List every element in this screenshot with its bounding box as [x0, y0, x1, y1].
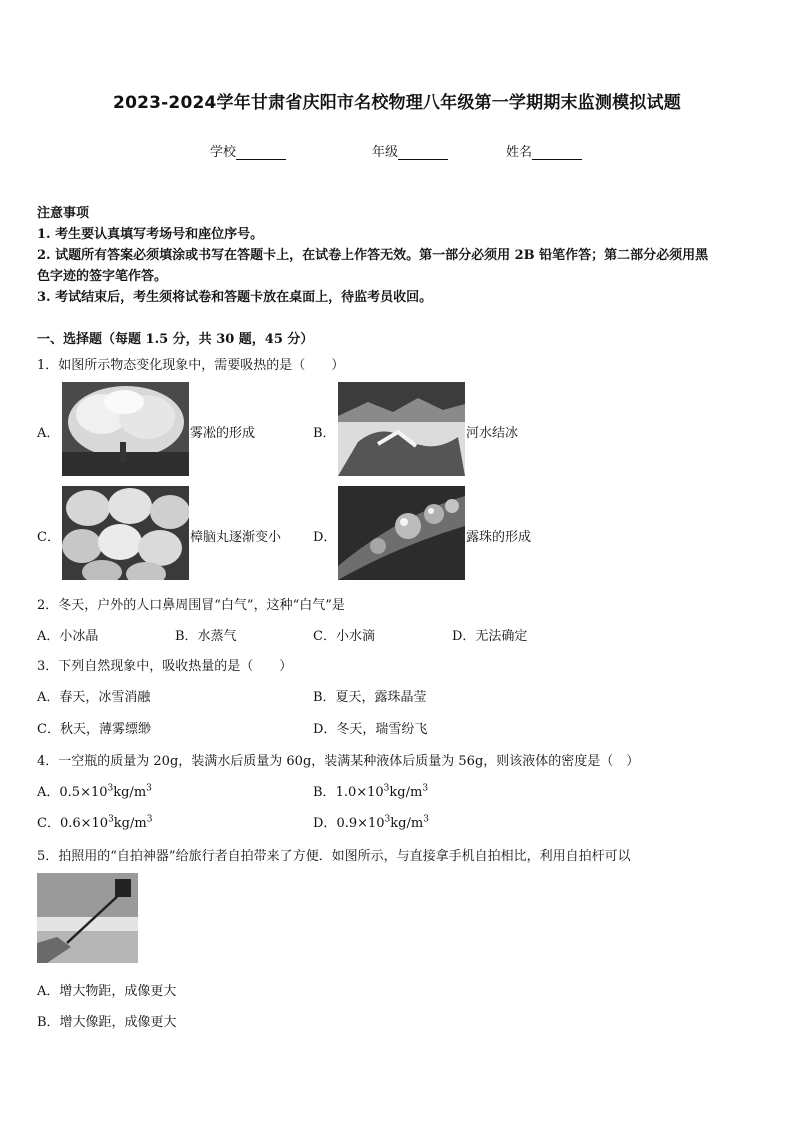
- option-unit-exponent: 3: [146, 783, 152, 794]
- q2-option-d: D．无法确定: [452, 629, 528, 644]
- q5-option-a: A．增大物距，成像更大: [37, 984, 177, 999]
- q3-option-b: B．夏天，露珠晶莹: [313, 690, 427, 705]
- q4-option-b: [313, 781, 428, 800]
- option-unit: kg/m: [389, 785, 423, 800]
- mothball-image: [62, 486, 189, 580]
- option-unit-exponent: 3: [146, 814, 153, 825]
- dewdrop-image: [338, 486, 465, 580]
- q1-option-c-letter: C．: [37, 530, 60, 545]
- notice-item: 1. 考生要认真填写考场号和座位序号。: [37, 227, 264, 242]
- school-field[interactable]: [210, 141, 286, 160]
- question-1-stem: 1．如图所示物态变化现象中，需要吸热的是（ ）: [37, 358, 345, 373]
- notice-item: 色字迹的签字笔作答。: [37, 269, 168, 284]
- question-4-stem: 4．一空瓶的质量为 20g，装满水后质量为 60g，装满某种液体后质量为 56g，则该液体的密度是（ ）: [37, 754, 640, 769]
- option-unit: kg/m: [390, 816, 424, 831]
- name-blank[interactable]: [532, 145, 582, 160]
- q1-option-b-letter: B．: [313, 426, 336, 441]
- q1-option-a-letter: A．: [37, 426, 60, 441]
- q2-option-b: B．水蒸气: [175, 629, 237, 644]
- school-label: 学校: [210, 145, 237, 160]
- option-unit: kg/m: [113, 785, 147, 800]
- q3-option-c: C．秋天，薄雾缥缈: [37, 722, 151, 737]
- option-exponent: 3: [383, 783, 390, 794]
- grade-blank[interactable]: [398, 145, 448, 160]
- q4-option-c: [37, 812, 152, 831]
- name-field[interactable]: [506, 141, 582, 160]
- question-2-stem: 2．冬天，户外的人口鼻周围冒“白气”，这种“白气”是: [37, 598, 345, 613]
- q3-option-d: D．冬天，瑞雪纷飞: [313, 722, 428, 737]
- page-title: 2023-2024学年甘肃省庆阳市名校物理八年级第一学期期末监测模拟试题: [113, 93, 681, 113]
- option-mantissa: 0.5×10: [59, 785, 108, 800]
- question-5-stem: 5．拍照用的“自拍神器”给旅行者自拍带来了方便．如图所示，与直接拿手机自拍相比，利用自拍杆可以: [37, 849, 631, 864]
- q1-option-d-caption: 露珠的形成: [466, 530, 532, 545]
- selfie-stick-image: [37, 873, 138, 963]
- option-letter: D．: [313, 816, 337, 831]
- q1-option-a-caption: 雾凇的形成: [190, 426, 256, 441]
- option-mantissa: 1.0×10: [335, 785, 384, 800]
- option-letter: A．: [37, 785, 60, 800]
- q1-option-c-caption: 樟脑丸逐渐变小: [190, 530, 282, 545]
- q2-option-c: C．小水滴: [313, 629, 375, 644]
- option-letter: B．: [313, 785, 336, 800]
- q2-option-a: A．小冰晶: [37, 629, 99, 644]
- q1-option-d-letter: D．: [313, 530, 337, 545]
- option-exponent: 3: [107, 783, 114, 794]
- section-heading: 一、选择题（每题 1.5 分，共 30 题，45 分）: [37, 332, 314, 347]
- q4-option-a: [37, 781, 152, 800]
- option-mantissa: 0.9×10: [336, 816, 385, 831]
- notice-heading: 注意事项: [37, 206, 90, 221]
- frozen-river-image: [338, 382, 465, 476]
- q5-option-b: B．增大像距，成像更大: [37, 1015, 177, 1030]
- option-unit-exponent: 3: [423, 814, 429, 825]
- option-exponent: 3: [108, 814, 114, 825]
- rime-frost-image: [62, 382, 189, 476]
- notice-item: 3. 考试结束后，考生须将试卷和答题卡放在桌面上，待监考员收回。: [37, 290, 433, 305]
- option-unit-exponent: 3: [422, 783, 429, 794]
- option-unit: kg/m: [113, 816, 147, 831]
- option-exponent: 3: [384, 814, 391, 825]
- q1-option-b-caption: 河水结冰: [466, 426, 519, 441]
- grade-label: 年级: [372, 145, 399, 160]
- notice-item: 2. 试题所有答案必须填涂或书写在答题卡上，在试卷上作答无效。第一部分必须用 2B 铅笔作答；第二部分必须用黑: [37, 248, 709, 263]
- question-3-stem: 3．下列自然现象中，吸收热量的是（ ）: [37, 659, 293, 674]
- option-letter: C．: [37, 816, 60, 831]
- grade-field[interactable]: [372, 141, 448, 160]
- q3-option-a: A．春天，冰雪消融: [37, 690, 151, 705]
- school-blank[interactable]: [236, 145, 286, 160]
- name-label: 姓名: [506, 145, 533, 160]
- q4-option-d: [313, 812, 429, 831]
- option-mantissa: 0.6×10: [59, 816, 109, 831]
